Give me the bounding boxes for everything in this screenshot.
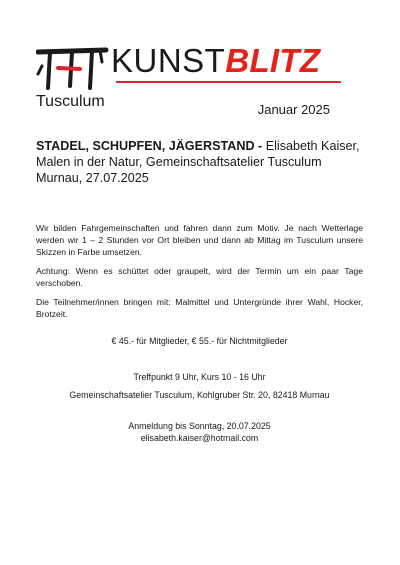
event-title: STADEL, SCHUPFEN, JÄGERSTAND - xyxy=(36,139,263,153)
brand-subtitle: Tusculum xyxy=(36,93,105,110)
meeting-place: Gemeinschaftsatelier Tusculum, Kohlgruber Str. 20, 82418 Murnau xyxy=(69,390,330,400)
brand-title: KUNSTBLITZ xyxy=(111,42,321,79)
description-paragraph-1: Wir bilden Fahrgemeinschaften und fahren dann zum Motiv. Je nach Wetterlage werden wir 1 – 2 Stunden vor Ort bleiben und dann ab Mittag im Tusculum unsere Skizzen in Farbe umsetzen. xyxy=(36,223,363,257)
price-info: € 45.- für Mitglieder, € 55.- für Nichtmitglieder xyxy=(111,336,288,346)
meeting-time: Treffpunkt 9 Uhr, Kurs 10 - 16 Uhr xyxy=(133,372,266,382)
registration-deadline: Anmeldung bis Sonntag, 20.07.2025 xyxy=(128,421,271,431)
event-details: Elisabeth Kaiser, Malen in der Natur, Gemeinschaftsatelier Tusculum Murnau, 27.07.2025 xyxy=(36,139,360,185)
brand-title-accent: BLITZ xyxy=(225,42,321,79)
brand-underline xyxy=(116,81,341,83)
tusculum-logo xyxy=(36,44,341,110)
registration-email[interactable]: elisabeth.kaiser@hotmail.com xyxy=(140,433,259,443)
tusculum-mark-icon xyxy=(36,44,112,90)
description-paragraph-2: Achtung: Wenn es schüttet oder graupelt, wird der Termin um ein paar Tage verschoben. xyxy=(36,266,363,288)
description-paragraph-3: Die Teilnehmer/innen bringen mit: Malmittel und Untergründe ihrer Wahl, Hocker, Brotzeit. xyxy=(36,297,363,319)
event-description xyxy=(36,222,363,327)
issue-date: Januar 2025 xyxy=(257,102,330,117)
event-headline xyxy=(36,138,366,186)
